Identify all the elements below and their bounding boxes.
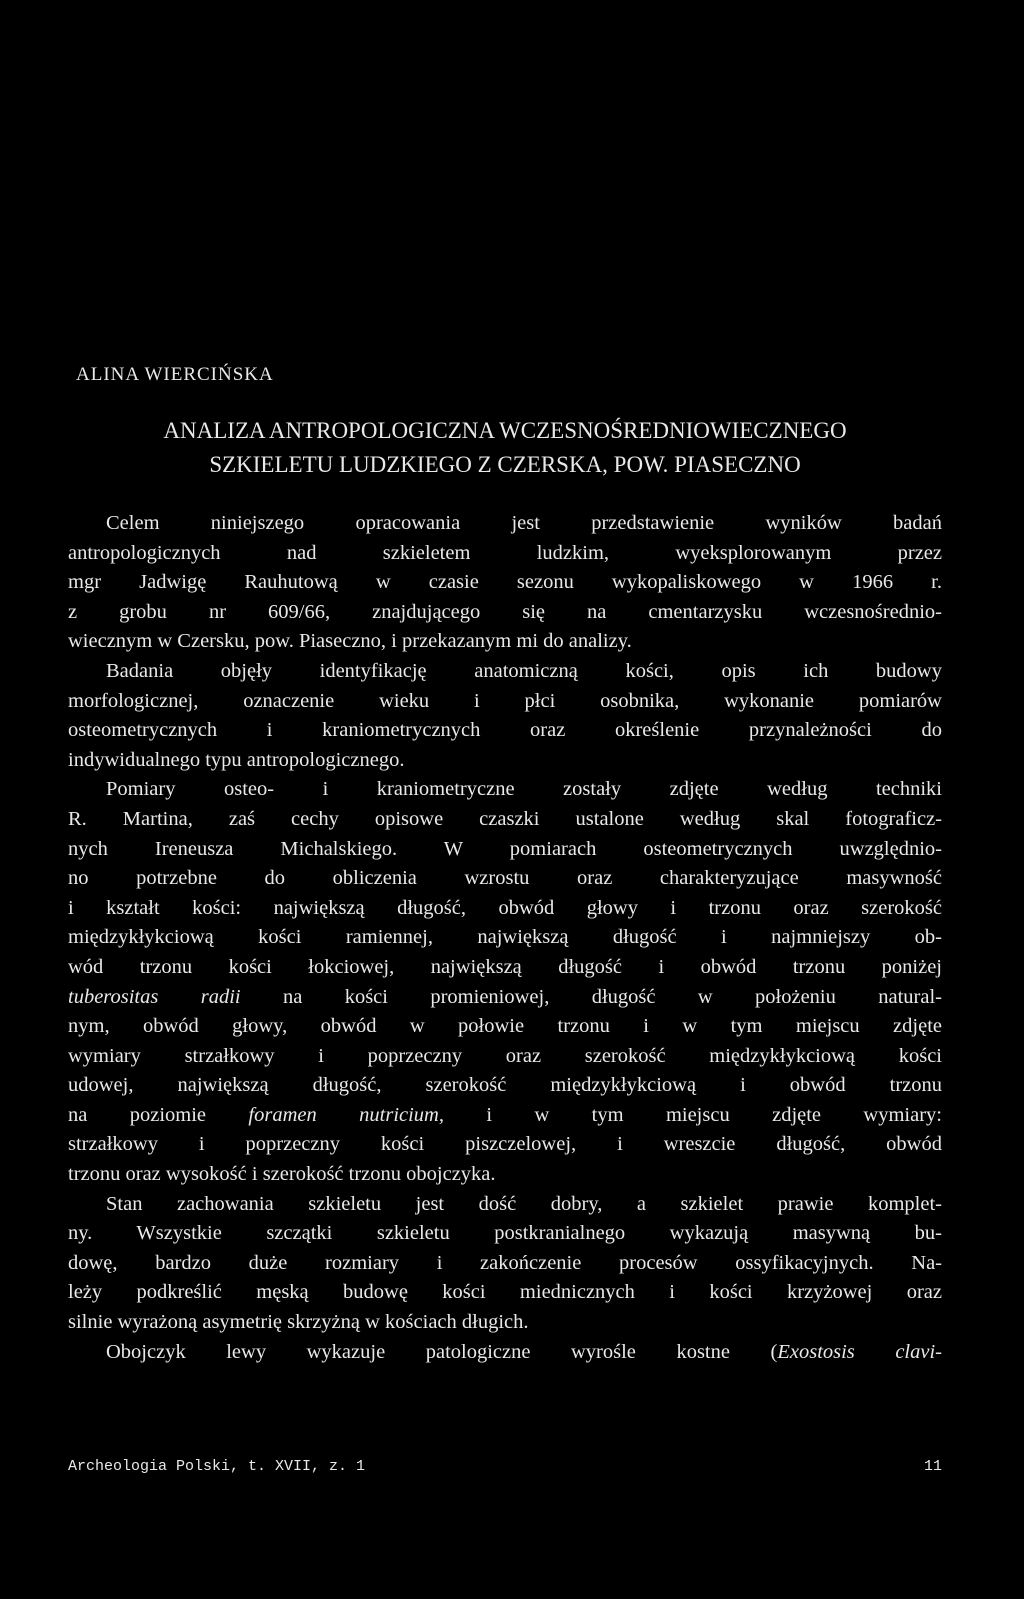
body-line: antropologicznych nad szkieletem ludzkim, wyeksplorowanym przez bbox=[68, 541, 942, 564]
body-line: trzonu oraz wysokość i szerokość trzonu obojczyka. bbox=[68, 1163, 496, 1186]
body-line: Obojczyk lewy wykazuje patologiczne wyrośle kostne (Exostosis clavi- bbox=[106, 1340, 942, 1363]
body-line: na poziomie foramen nutricium, i w tym miejscu zdjęte wymiary: bbox=[68, 1103, 942, 1126]
article-body bbox=[68, 509, 942, 1367]
body-line: wód trzonu kości łokciowej, największą długość i obwód trzonu poniżej bbox=[68, 955, 942, 978]
body-line: nych Ireneusza Michalskiego. W pomiarach osteometrycznych uwzględnio- bbox=[68, 837, 942, 860]
body-line: morfologicznej, oznaczenie wieku i płci osobnika, wykonanie pomiarów bbox=[68, 689, 942, 712]
italic-term: Exostosis clavi- bbox=[777, 1340, 942, 1363]
body-line: Stan zachowania szkieletu jest dość dobry, a szkielet prawie komplet- bbox=[106, 1192, 942, 1215]
body-line: no potrzebne do obliczenia wzrostu oraz charakteryzujące masywność bbox=[68, 867, 942, 890]
body-line: leży podkreślić męską budowę kości miednicznych i kości krzyżowej oraz bbox=[68, 1281, 942, 1304]
journal-citation: Archeologia Polski, t. XVII, z. 1 bbox=[68, 1458, 366, 1475]
body-line: nym, obwód głowy, obwód w połowie trzonu i w tym miejscu zdjęte bbox=[68, 1015, 942, 1038]
article-title bbox=[68, 414, 942, 482]
body-line: mgr Jadwigę Rauhutową w czasie sezonu wykopaliskowego w 1966 r. bbox=[68, 571, 942, 594]
body-line: Pomiary osteo- i kraniometryczne zostały zdjęte według techniki bbox=[106, 778, 942, 801]
body-line: Celem niniejszego opracowania jest przedstawienie wyników badań bbox=[106, 512, 942, 534]
author-name: ALINA WIERCIŃSKA bbox=[76, 364, 274, 385]
body-line: strzałkowy i poprzeczny kości piszczelowej, i wreszcie długość, obwód bbox=[68, 1133, 942, 1156]
title-line-1: ANALIZA ANTROPOLOGICZNA WCZESNOŚREDNIOWIECZNEGO bbox=[163, 418, 847, 443]
body-line: Badania objęły identyfikację anatomiczną kości, opis ich budowy bbox=[106, 659, 942, 682]
italic-term: tuberositas radii bbox=[68, 985, 283, 1008]
italic-term: foramen nutricium, bbox=[248, 1103, 444, 1126]
page-number: 11 bbox=[923, 1458, 942, 1475]
body-line: ny. Wszystkie szczątki szkieletu postkranialnego wykazują masywną bu- bbox=[68, 1222, 942, 1245]
body-line: i kształt kości: największą długość, obwód głowy i trzonu oraz szerokość bbox=[68, 896, 942, 919]
body-line: udowej, największą długość, szerokość międzykłykciową i obwód trzonu bbox=[68, 1074, 942, 1097]
body-line: wymiary strzałkowy i poprzeczny oraz szerokość międzykłykciową kości bbox=[68, 1044, 942, 1067]
body-line: z grobu nr 609/66, znajdującego się na cmentarzysku wczesnośrednio- bbox=[68, 600, 942, 623]
body-line: wiecznym w Czersku, pow. Piaseczno, i przekazanym mi do analizy. bbox=[68, 630, 632, 653]
body-line: dowę, bardzo duże rozmiary i zakończenie procesów ossyfikacyjnych. Na- bbox=[68, 1251, 942, 1274]
body-line: osteometrycznych i kraniometrycznych oraz określenie przynależności do bbox=[68, 719, 942, 742]
body-line: tuberositas radii na kości promieniowej, długość w położeniu natural- bbox=[68, 985, 942, 1008]
body-line: R. Martina, zaś cechy opisowe czaszki ustalone według skal fotograficz- bbox=[68, 807, 942, 830]
document-page bbox=[68, 0, 942, 1599]
body-line: silnie wyrażoną asymetrię skrzyżną w kościach długich. bbox=[68, 1311, 529, 1334]
body-line: indywidualnego typu antropologicznego. bbox=[68, 748, 405, 771]
title-line-2: SZKIELETU LUDZKIEGO Z CZERSKA, POW. PIASECZNO bbox=[209, 452, 801, 477]
body-line: międzykłykciową kości ramiennej, największą długość i najmniejszy ob- bbox=[68, 926, 942, 949]
